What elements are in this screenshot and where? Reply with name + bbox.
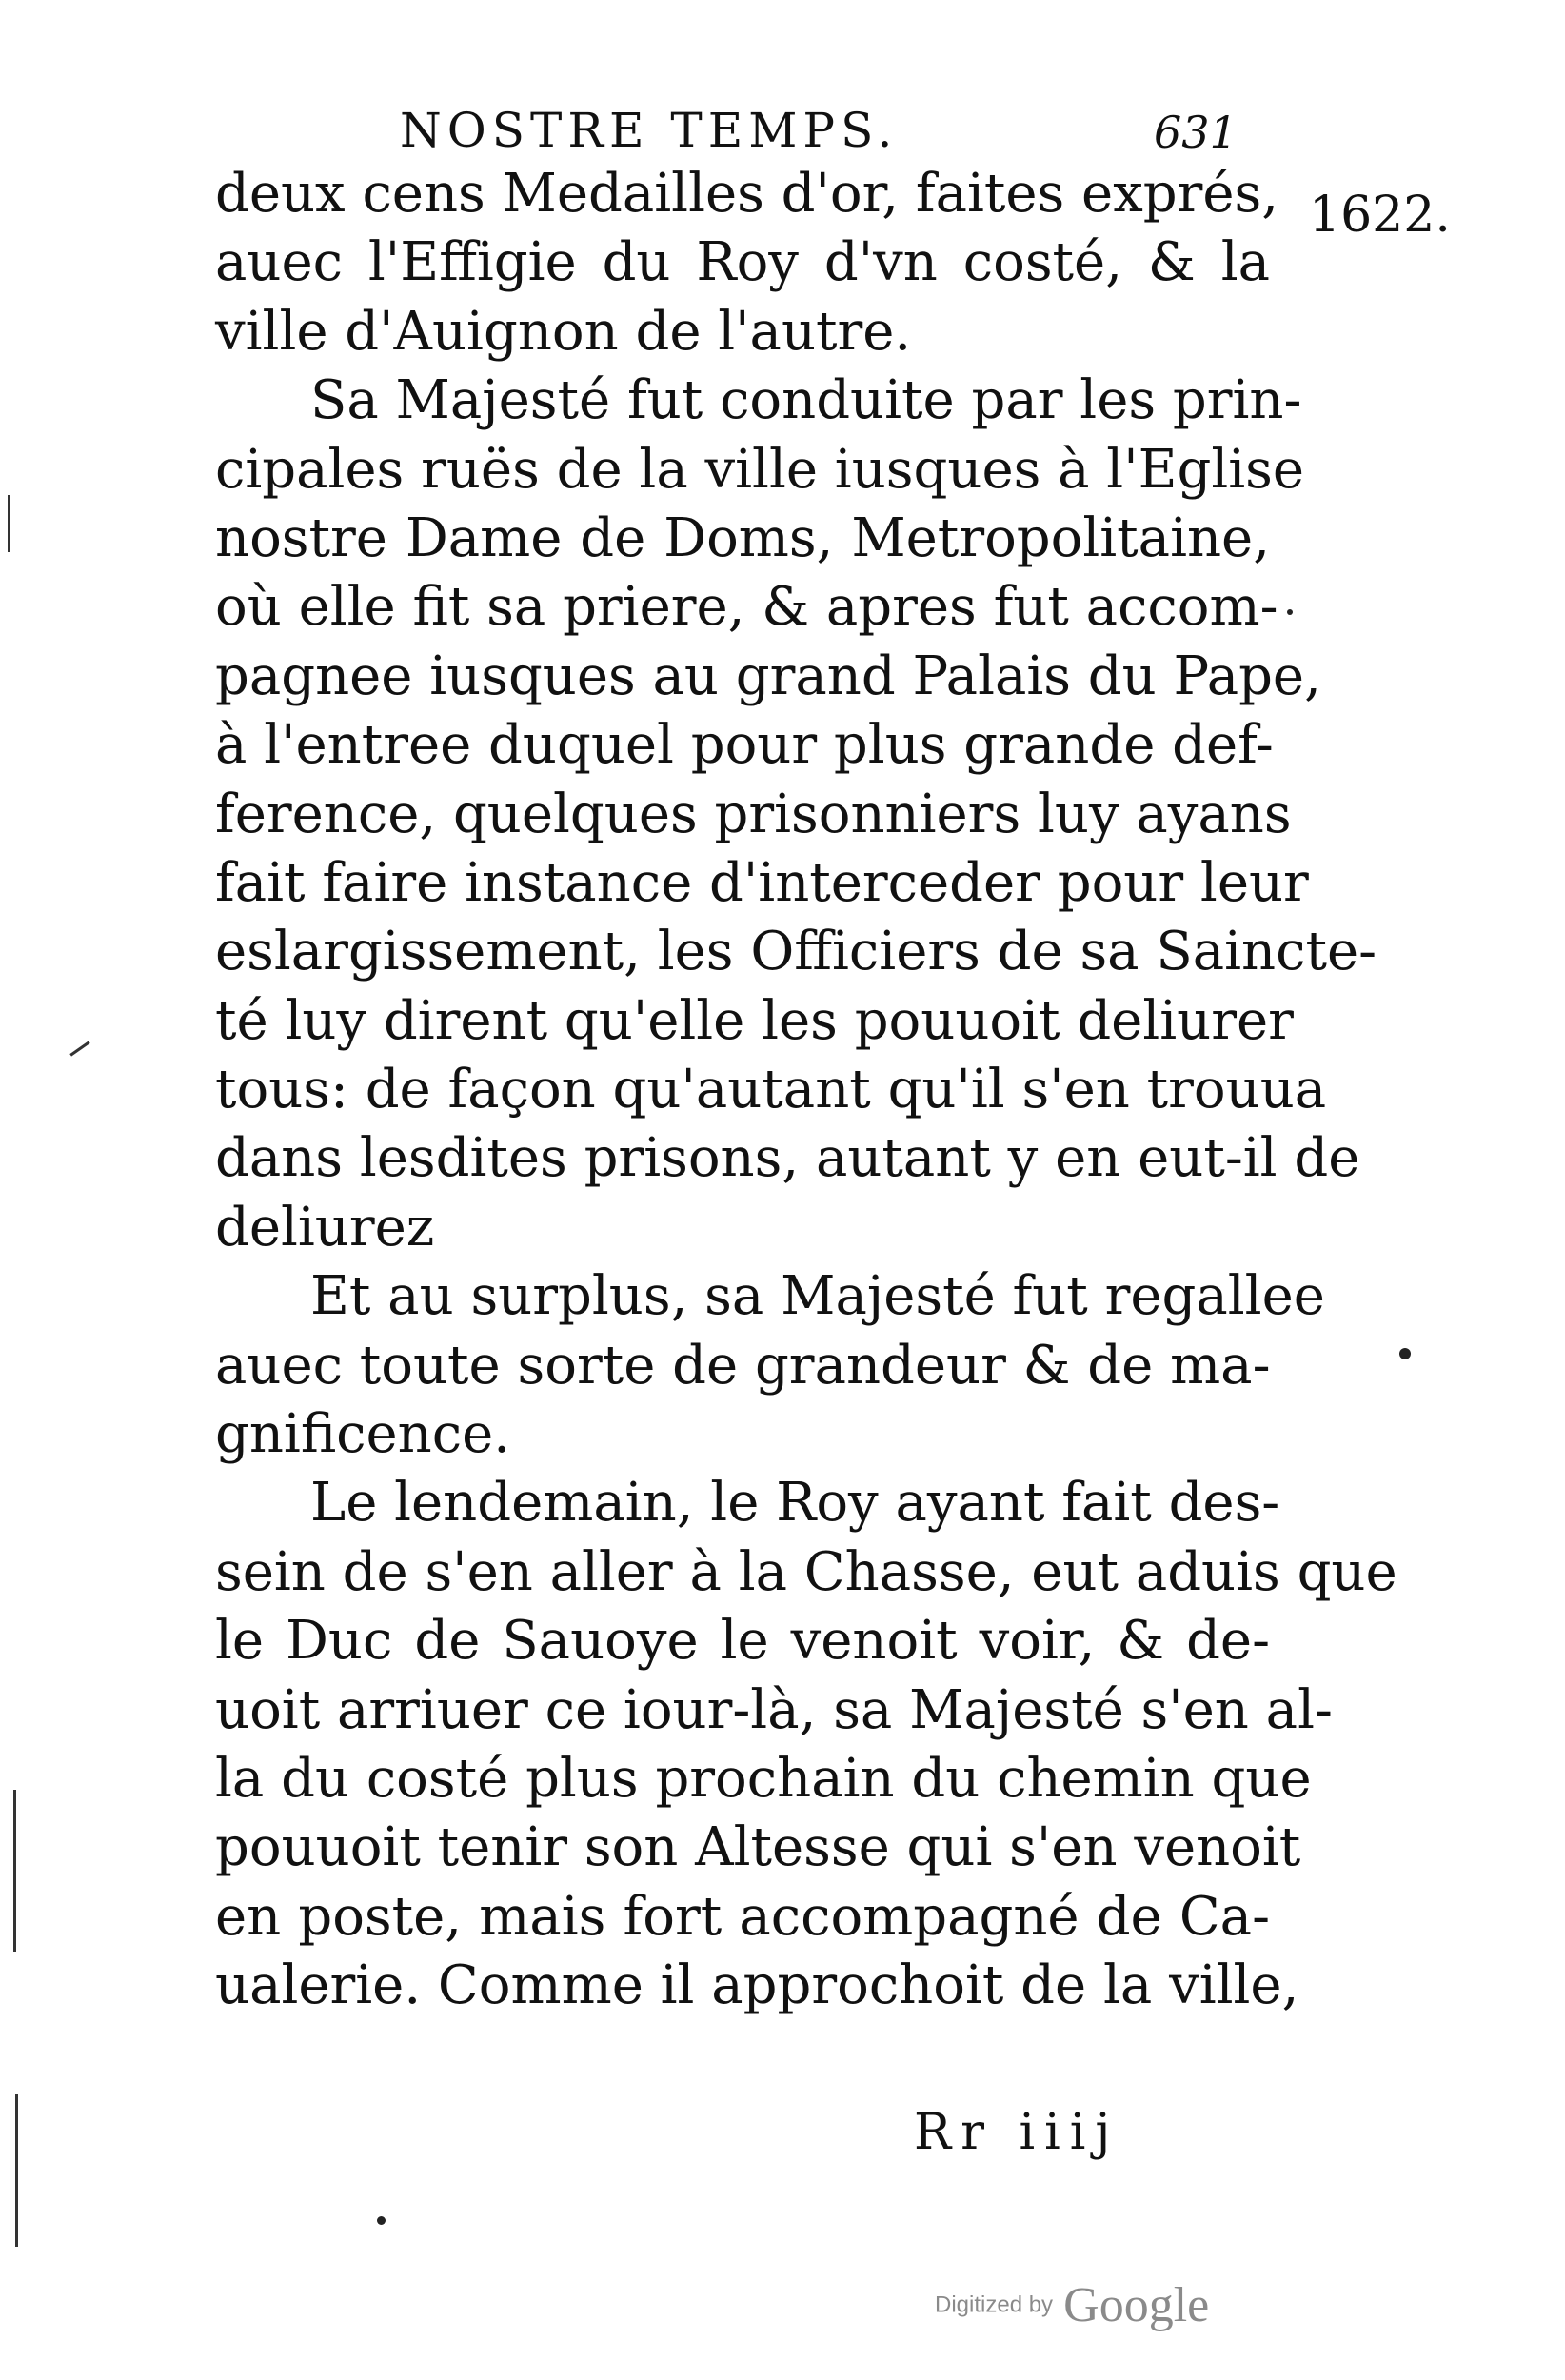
ink-speck	[1399, 1348, 1411, 1359]
watermark-brand: Google	[1063, 2278, 1210, 2332]
text-line: pagnee iusques au grand Palais du Pape,	[215, 645, 1321, 707]
text-line: té luy dirent qu'elle les pouuoit deliurer	[215, 989, 1294, 1052]
text-line: ville d'Auignon de l'autre.	[215, 300, 912, 363]
text-line: tous: de façon qu'autant qu'il s'en trouua	[215, 1059, 1327, 1121]
text-line: la du costé plus prochain du chemin que	[215, 1747, 1312, 1810]
binding-edge-mark	[15, 2094, 18, 2247]
text-line: à l'entree duquel pour plus grande def-	[215, 714, 1274, 777]
margin-note-year: 1622.	[1309, 187, 1451, 244]
signature-mark: Rr iiij	[914, 2104, 1120, 2161]
text-line: le Duc de Sauoye le venoit voir, & de-	[215, 1610, 1270, 1673]
ink-speck	[377, 2216, 386, 2225]
digitization-watermark	[935, 2277, 1209, 2333]
paragraph-start-line: Le lendemain, le Roy ayant fait des-	[310, 1472, 1280, 1535]
text-line: uoit arriuer ce iour-là, sa Majesté s'en al-	[215, 1678, 1333, 1741]
text-line: où elle fit sa priere, & apres fut accom-	[215, 576, 1278, 639]
text-line: fait faire instance d'interceder pour leur	[215, 851, 1309, 914]
binding-edge-mark	[69, 1041, 89, 1056]
running-title: NOSTRE TEMPS.	[400, 103, 899, 158]
text-line: auec toute sorte de grandeur & de ma-	[215, 1334, 1271, 1397]
text-line: dans lesdites prisons, autant y en eut-il de	[215, 1127, 1360, 1190]
text-line: ference, quelques prisonniers luy ayans	[215, 783, 1292, 845]
paragraph-start-line: Et au surplus, sa Majesté fut regallee	[310, 1265, 1325, 1328]
text-line: auec l'Effigie du Roy d'vn costé, & la	[215, 231, 1270, 294]
binding-edge-mark	[13, 1790, 16, 1952]
text-line: nostre Dame de Doms, Metropolitaine,	[215, 506, 1270, 569]
binding-edge-mark	[8, 495, 10, 552]
text-line: deux cens Medailles d'or, faites exprés,	[215, 163, 1279, 225]
ink-speck	[1287, 609, 1293, 615]
text-line: ualerie. Comme il approchoit de la ville,	[215, 1954, 1299, 2017]
text-line: eslargissement, les Officiers de sa Saincte-	[215, 921, 1377, 983]
paragraph-start-line: Sa Majesté fut conduite par les prin-	[310, 369, 1302, 432]
text-line: gnificence.	[215, 1403, 511, 1466]
text-line: pouuoit tenir son Altesse qui s'en venoit	[215, 1816, 1301, 1879]
watermark-prefix: Digitized by	[935, 2291, 1054, 2318]
page-number: 631	[1154, 107, 1238, 158]
text-line: sein de s'en aller à la Chasse, eut aduis que	[215, 1540, 1397, 1603]
text-line: cipales ruës de la ville iusques à l'Eglise	[215, 438, 1305, 501]
text-line: en poste, mais fort accompagné de Ca-	[215, 1885, 1270, 1948]
text-line: deliurez	[215, 1196, 435, 1259]
